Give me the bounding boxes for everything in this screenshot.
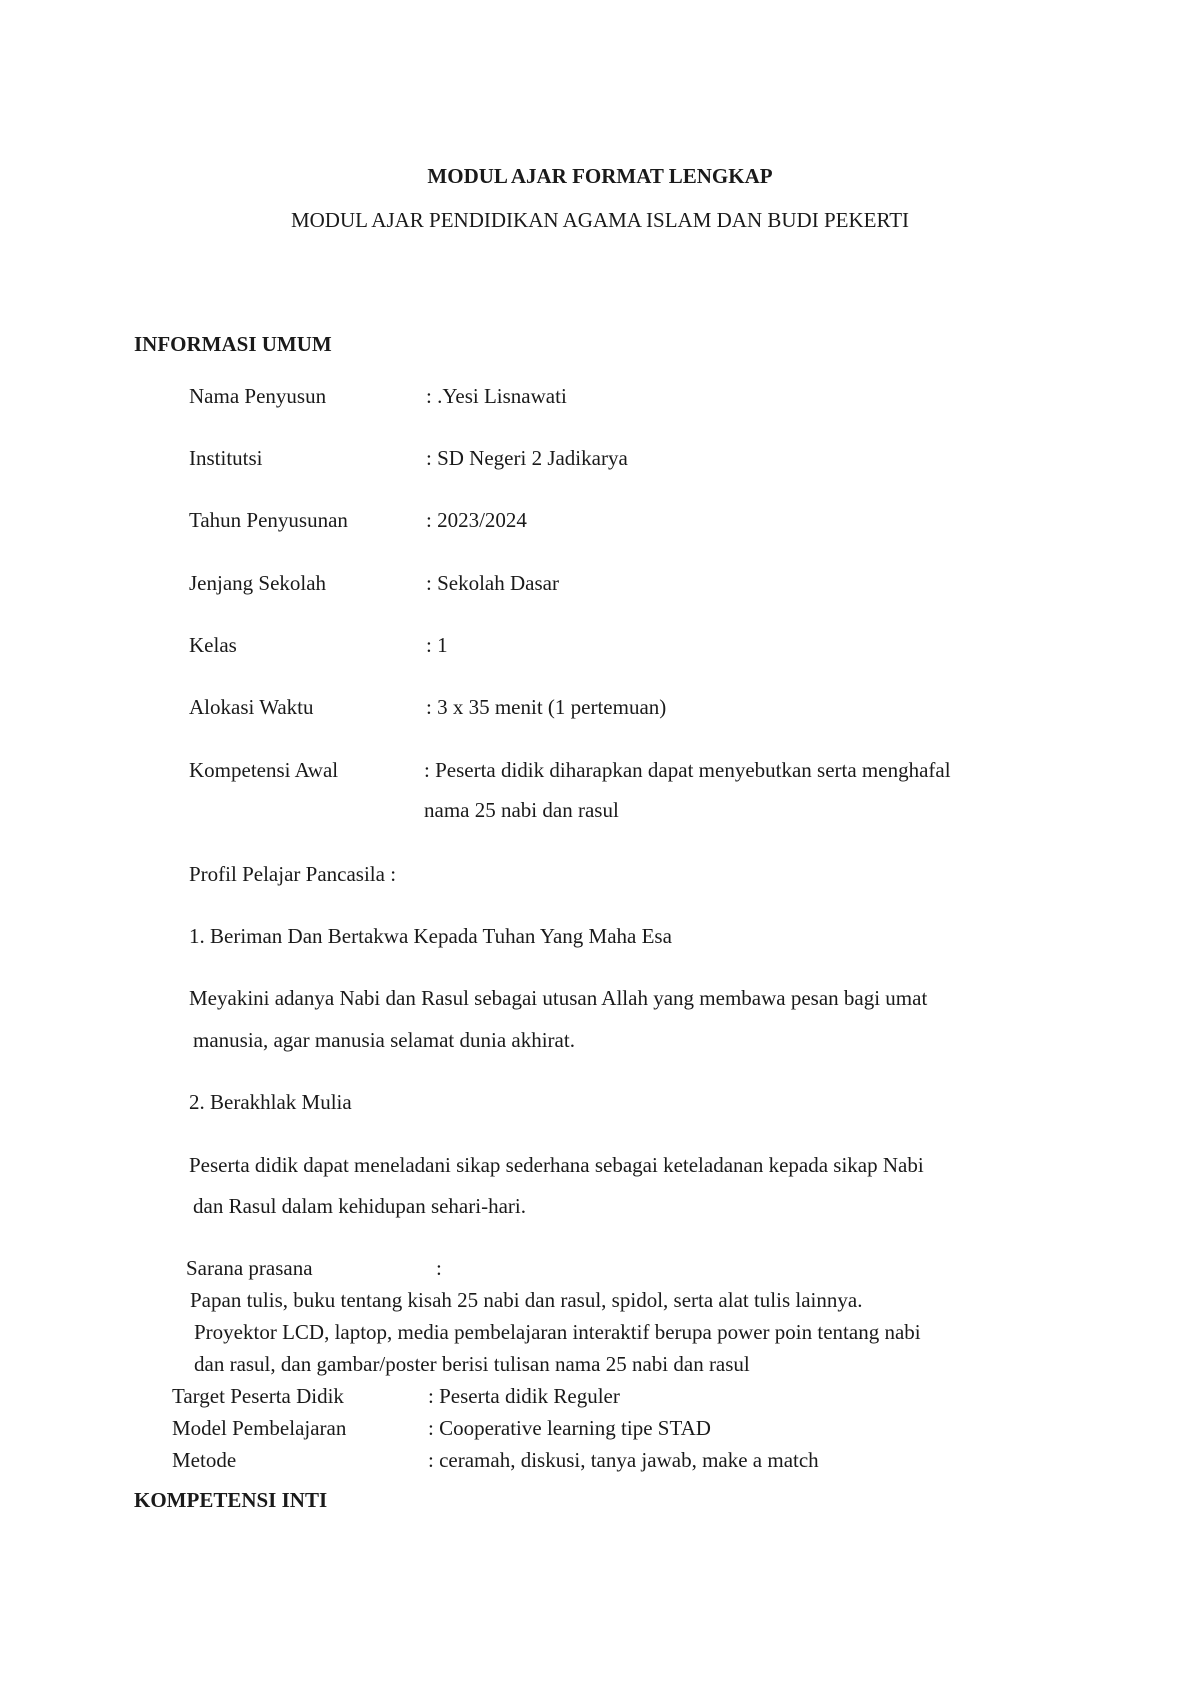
sarana-label: Sarana prasana: [186, 1256, 313, 1280]
field-value-alokasi-waktu: : 3 x 35 menit (1 pertemuan): [426, 695, 667, 719]
sarana-line1: Papan tulis, buku tentang kisah 25 nabi dan rasul, spidol, serta alat tulis lainnya.: [190, 1288, 863, 1312]
field-label-jenjang-sekolah: Jenjang Sekolah: [189, 571, 327, 595]
field-value-model-pembelajaran: : Cooperative learning tipe STAD: [428, 1416, 711, 1440]
section-heading-informasi-umum: INFORMASI UMUM: [134, 332, 332, 356]
section-heading-kompetensi-inti: KOMPETENSI INTI: [134, 1488, 328, 1512]
field-label-target-peserta: Target Peserta Didik: [172, 1384, 344, 1408]
profil-item1-line1: Meyakini adanya Nabi dan Rasul sebagai utusan Allah yang membawa pesan bagi umat: [189, 986, 928, 1010]
field-label-kompetensi-awal: Kompetensi Awal: [189, 758, 339, 782]
field-label-institusi: Institutsi: [189, 446, 263, 470]
field-value-target-peserta: : Peserta didik Reguler: [428, 1384, 620, 1408]
field-label-kelas: Kelas: [189, 633, 237, 657]
field-label-alokasi-waktu: Alokasi Waktu: [189, 695, 314, 719]
profil-item1-line2: manusia, agar manusia selamat dunia akhirat.: [193, 1028, 575, 1052]
sarana-colon: :: [436, 1256, 442, 1280]
profil-heading: Profil Pelajar Pancasila :: [189, 862, 397, 886]
field-value-kompetensi-awal-line1: : Peserta didik diharapkan dapat menyebutkan serta menghafal: [424, 758, 951, 782]
field-value-tahun-penyusunan: : 2023/2024: [426, 508, 527, 532]
field-label-nama-penyusun: Nama Penyusun: [189, 384, 327, 408]
sarana-line3: dan rasul, dan gambar/poster berisi tulisan nama 25 nabi dan rasul: [194, 1352, 750, 1376]
field-label-tahun-penyusunan: Tahun Penyusunan: [189, 508, 348, 532]
profil-item2-line1: Peserta didik dapat meneladani sikap sederhana sebagai keteladanan kepada sikap Nabi: [189, 1153, 924, 1177]
field-label-metode: Metode: [172, 1448, 237, 1472]
profil-item2-line2: dan Rasul dalam kehidupan sehari-hari.: [193, 1194, 526, 1218]
field-value-jenjang-sekolah: : Sekolah Dasar: [426, 571, 559, 595]
field-value-kompetensi-awal-line2: nama 25 nabi dan rasul: [424, 798, 619, 822]
document-title: MODUL AJAR FORMAT LENGKAP: [427, 164, 773, 188]
field-value-nama-penyusun: : .Yesi Lisnawati: [426, 384, 567, 408]
field-label-model-pembelajaran: Model Pembelajaran: [172, 1416, 347, 1440]
field-value-institusi: : SD Negeri 2 Jadikarya: [426, 446, 628, 470]
profil-item1-title: 1. Beriman Dan Bertakwa Kepada Tuhan Yang Maha Esa: [189, 924, 672, 948]
field-value-metode: : ceramah, diskusi, tanya jawab, make a match: [428, 1448, 819, 1472]
field-value-kelas: : 1: [426, 633, 448, 657]
document-subtitle: MODUL AJAR PENDIDIKAN AGAMA ISLAM DAN BUDI PEKERTI: [290, 208, 910, 232]
sarana-line2: Proyektor LCD, laptop, media pembelajaran interaktif berupa power poin tentang nabi: [194, 1320, 921, 1344]
profil-item2-title: 2. Berakhlak Mulia: [189, 1090, 352, 1114]
